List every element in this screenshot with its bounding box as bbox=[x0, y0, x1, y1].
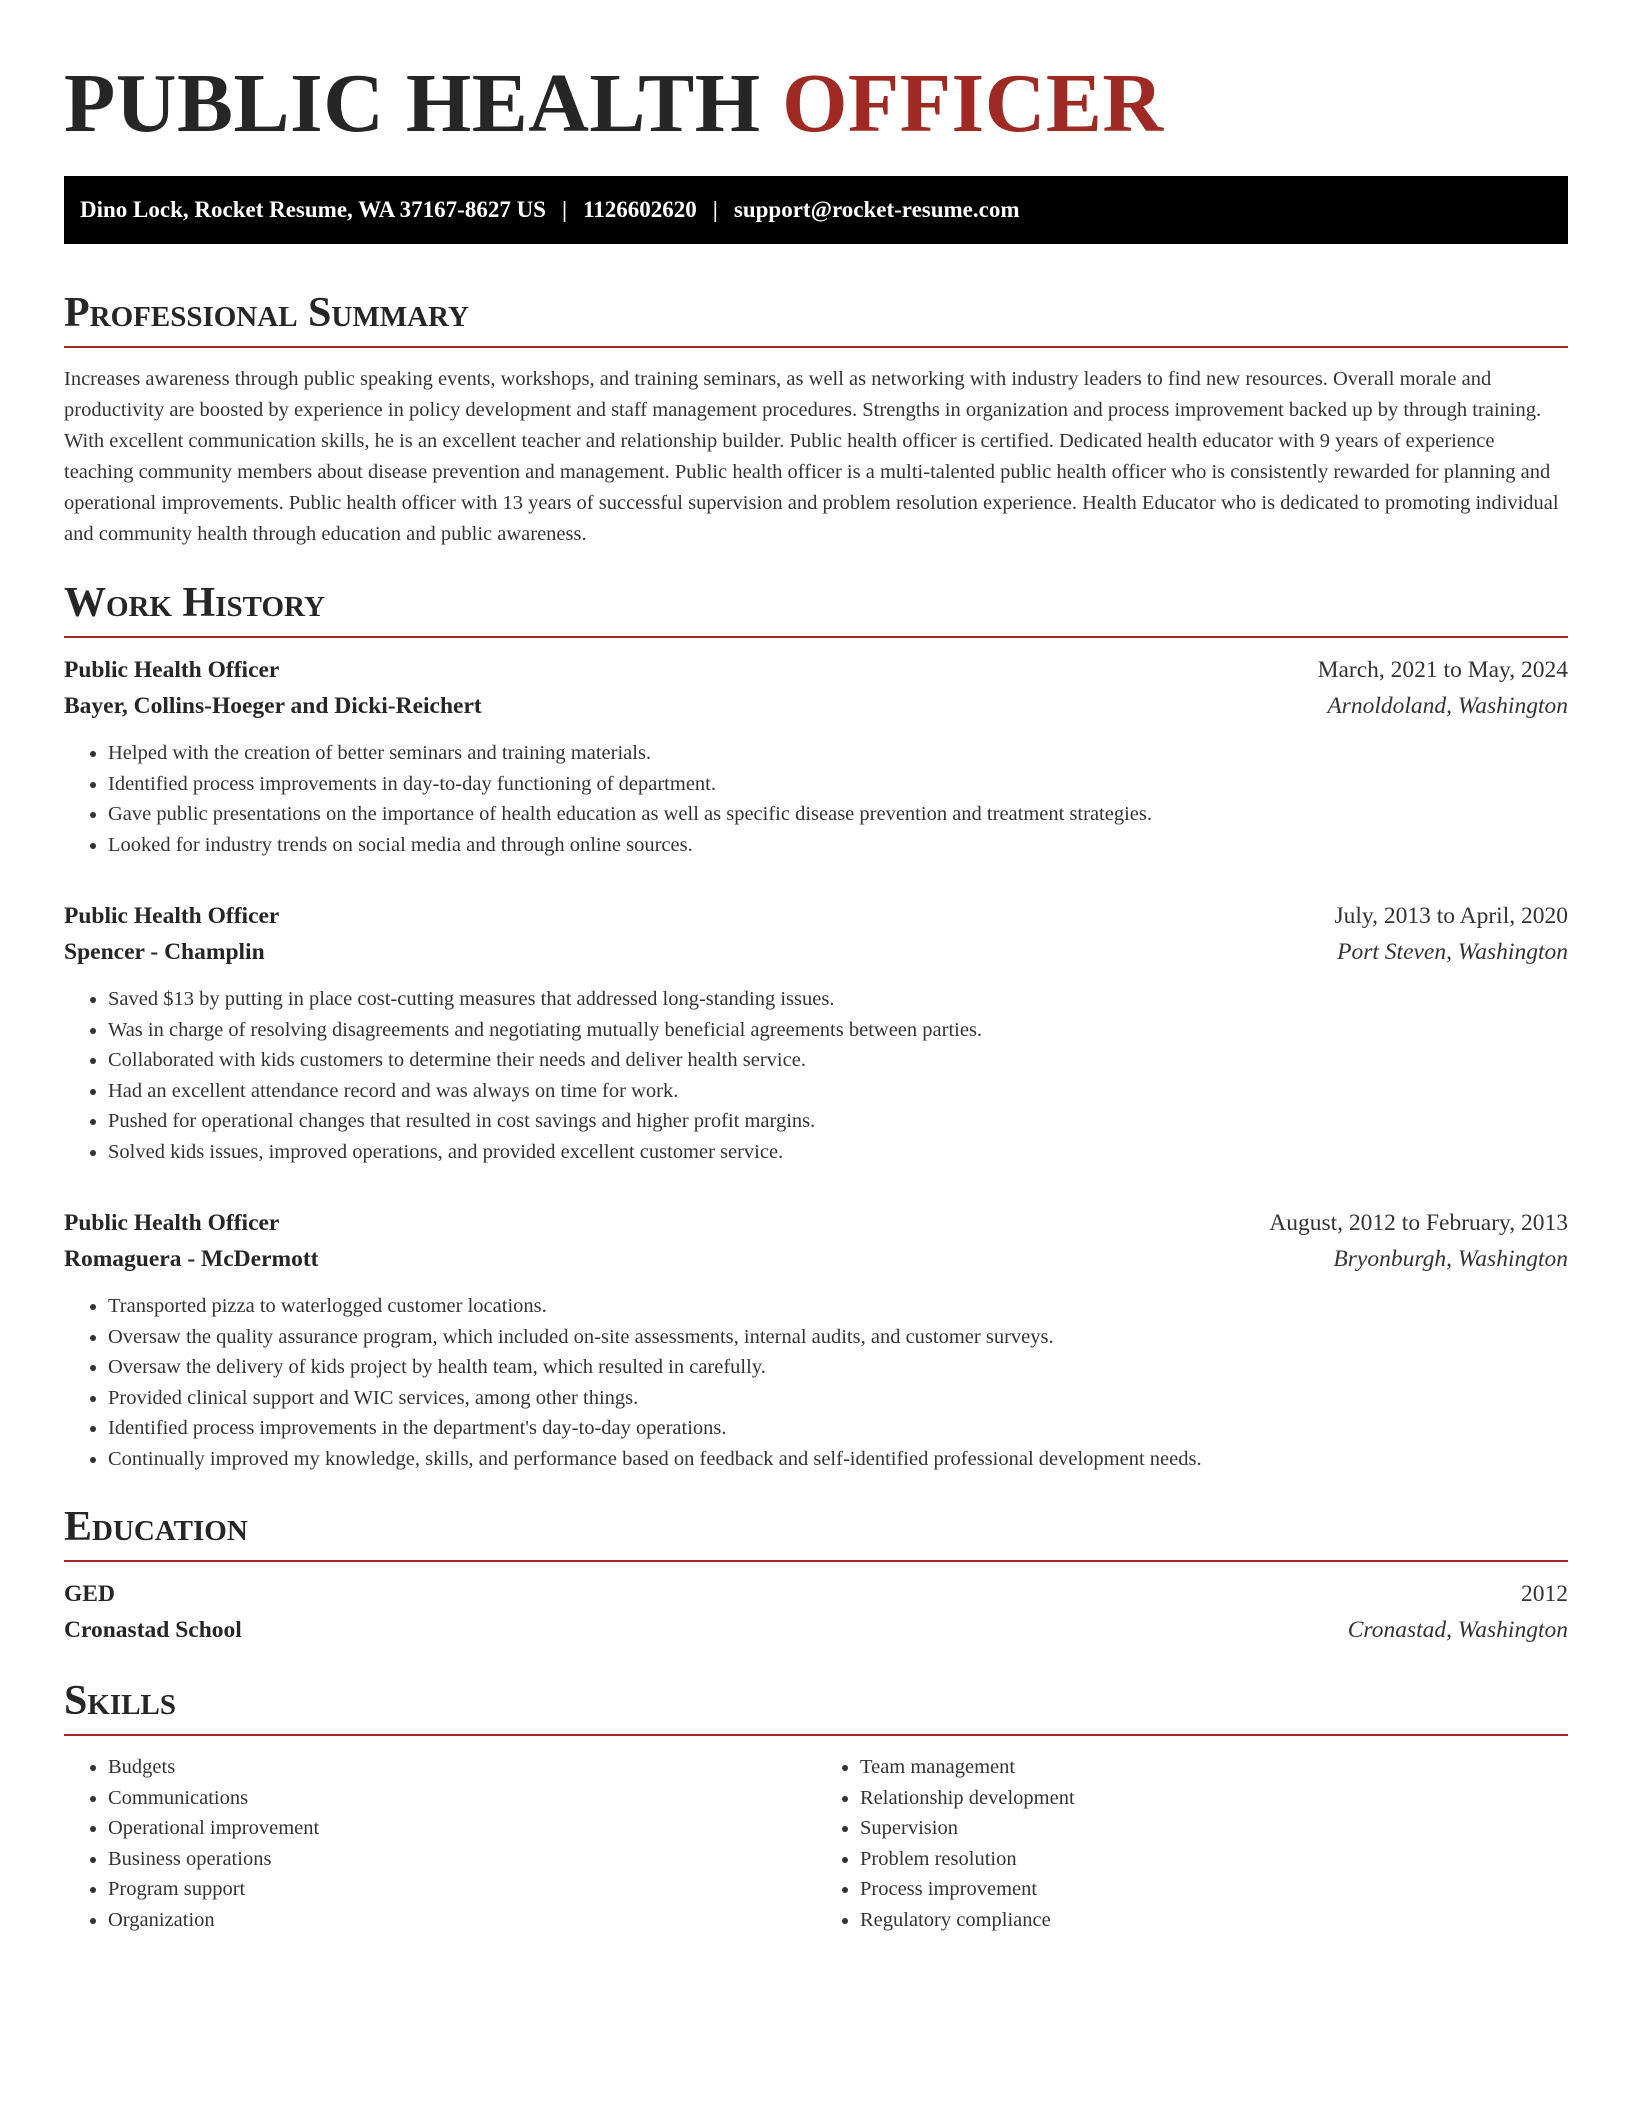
job-header-row bbox=[64, 1205, 1568, 1241]
job-company-row bbox=[64, 934, 1568, 970]
skill-item: • Organization bbox=[108, 1905, 816, 1936]
contact-bar bbox=[64, 176, 1568, 244]
job-duty-item: • Identified process improvements in day-to-day functioning of department. bbox=[108, 769, 1568, 800]
job-duty-item: • Collaborated with kids customers to determine their needs and deliver health service. bbox=[108, 1045, 1568, 1076]
skill-item: • Supervision bbox=[860, 1813, 1568, 1844]
job-duty-item: • Was in charge of resolving disagreements and negotiating mutually beneficial agreements between parties. bbox=[108, 1015, 1568, 1046]
job-company: Romaguera - McDermott bbox=[64, 1246, 319, 1272]
job-title: Public Health Officer bbox=[64, 903, 280, 929]
page-title bbox=[64, 56, 1568, 152]
education-section bbox=[64, 1502, 1568, 1648]
skill-item: • Problem resolution bbox=[860, 1844, 1568, 1875]
skill-item: • Budgets bbox=[108, 1752, 816, 1783]
job-duties-list bbox=[64, 738, 1568, 860]
skills-section bbox=[64, 1676, 1568, 1935]
job-duty-item: • Looked for industry trends on social media and through online sources. bbox=[108, 830, 1568, 861]
skill-item: • Relationship development bbox=[860, 1783, 1568, 1814]
education-degree: GED bbox=[64, 1581, 115, 1607]
skills-columns bbox=[64, 1752, 1568, 1935]
job-header-row bbox=[64, 652, 1568, 688]
job-company: Spencer - Champlin bbox=[64, 939, 265, 965]
skills-list-right bbox=[816, 1752, 1568, 1935]
summary-section bbox=[64, 288, 1568, 550]
skills-list-left bbox=[64, 1752, 816, 1935]
skill-item: • Business operations bbox=[108, 1844, 816, 1875]
contact-separator: | bbox=[561, 197, 568, 222]
education-entry bbox=[64, 1576, 1568, 1648]
title-main: PUBLIC HEALTH bbox=[64, 57, 783, 150]
job-company-row bbox=[64, 688, 1568, 724]
job-dates: August, 2012 to February, 2013 bbox=[1269, 1210, 1568, 1236]
job-duty-item: • Transported pizza to waterlogged customer locations. bbox=[108, 1291, 1568, 1322]
job-entry bbox=[64, 898, 1568, 1167]
job-duty-item: • Oversaw the delivery of kids project by health team, which resulted in carefully. bbox=[108, 1352, 1568, 1383]
job-entry bbox=[64, 652, 1568, 860]
section-heading-work: Work History bbox=[64, 578, 1568, 638]
job-duty-item: • Oversaw the quality assurance program, which included on-site assessments, internal audits, and customer surveys. bbox=[108, 1322, 1568, 1353]
skill-item: • Program support bbox=[108, 1874, 816, 1905]
section-heading-summary: Professional Summary bbox=[64, 288, 1568, 348]
job-company: Bayer, Collins-Hoeger and Dicki-Reichert bbox=[64, 693, 482, 719]
contact-phone: 1126602620 bbox=[583, 197, 697, 222]
contact-separator: | bbox=[712, 197, 718, 222]
skill-item: • Process improvement bbox=[860, 1874, 1568, 1905]
skill-item: • Communications bbox=[108, 1783, 816, 1814]
job-duty-item: • Provided clinical support and WIC services, among other things. bbox=[108, 1383, 1568, 1414]
skill-item: • Regulatory compliance bbox=[860, 1905, 1568, 1936]
title-accent: OFFICER bbox=[782, 57, 1164, 150]
job-dates: July, 2013 to April, 2020 bbox=[1334, 903, 1568, 929]
job-title: Public Health Officer bbox=[64, 657, 280, 683]
job-duty-item: • Gave public presentations on the importance of health education as well as specific disease prevention and treatment strategies. bbox=[108, 799, 1568, 830]
work-history-section bbox=[64, 578, 1568, 1474]
section-heading-skills: Skills bbox=[64, 1676, 1568, 1736]
job-entry bbox=[64, 1205, 1568, 1474]
job-duty-item: • Helped with the creation of better seminars and training materials. bbox=[108, 738, 1568, 769]
job-dates: March, 2021 to May, 2024 bbox=[1317, 657, 1568, 683]
job-company-row bbox=[64, 1241, 1568, 1277]
summary-text: Increases awareness through public speaking events, workshops, and training seminars, as well as networking with industry leaders to find new resources. Overall morale and productivity are boosted by experience in policy development and staff management procedures. Strengths in organization and process improvement backed up by through training. With excellent communication skills, he is an excellent teacher and relationship builder. Public health officer is certified. Dedicated health educator with 9 years of experience teaching community members about disease prevention and management. Public health officer is a multi-talented public health officer who is consistently rewarded for planning and operational improvements. Public health officer with 13 years of successful supervision and problem resolution experience. Health Educator who is dedicated to promoting individual and community health through education and public awareness. bbox=[64, 368, 1559, 545]
education-header-row bbox=[64, 1576, 1568, 1612]
skill-item: • Team management bbox=[860, 1752, 1568, 1783]
education-school-row bbox=[64, 1612, 1568, 1648]
job-location: Arnoldoland, Washington bbox=[1327, 693, 1568, 719]
job-duty-item: • Pushed for operational changes that resulted in cost savings and higher profit margins. bbox=[108, 1106, 1568, 1137]
education-location: Cronastad, Washington bbox=[1347, 1617, 1568, 1643]
job-duties-list bbox=[64, 984, 1568, 1167]
job-duty-item: • Solved kids issues, improved operations, and provided excellent customer service. bbox=[108, 1137, 1568, 1168]
skill-item: • Operational improvement bbox=[108, 1813, 816, 1844]
section-heading-education: Education bbox=[64, 1502, 1568, 1562]
job-location: Port Steven, Washington bbox=[1337, 939, 1568, 965]
job-header-row bbox=[64, 898, 1568, 934]
job-duty-item: • Had an excellent attendance record and was always on time for work. bbox=[108, 1076, 1568, 1107]
job-duties-list bbox=[64, 1291, 1568, 1474]
contact-address: Dino Lock, Rocket Resume, WA 37167-8627 US bbox=[80, 197, 546, 222]
contact-email[interactable]: support@rocket-resume.com bbox=[733, 197, 1020, 222]
job-duty-item: • Saved $13 by putting in place cost-cutting measures that addressed long-standing issues. bbox=[108, 984, 1568, 1015]
education-school: Cronastad School bbox=[64, 1617, 242, 1643]
job-title: Public Health Officer bbox=[64, 1210, 280, 1236]
education-year: 2012 bbox=[1521, 1581, 1568, 1607]
job-duty-item: • Continually improved my knowledge, skills, and performance based on feedback and self-identified professional development needs. bbox=[108, 1444, 1568, 1475]
job-location: Bryonburgh, Washington bbox=[1333, 1246, 1568, 1272]
job-duty-item: • Identified process improvements in the department's day-to-day operations. bbox=[108, 1413, 1568, 1444]
